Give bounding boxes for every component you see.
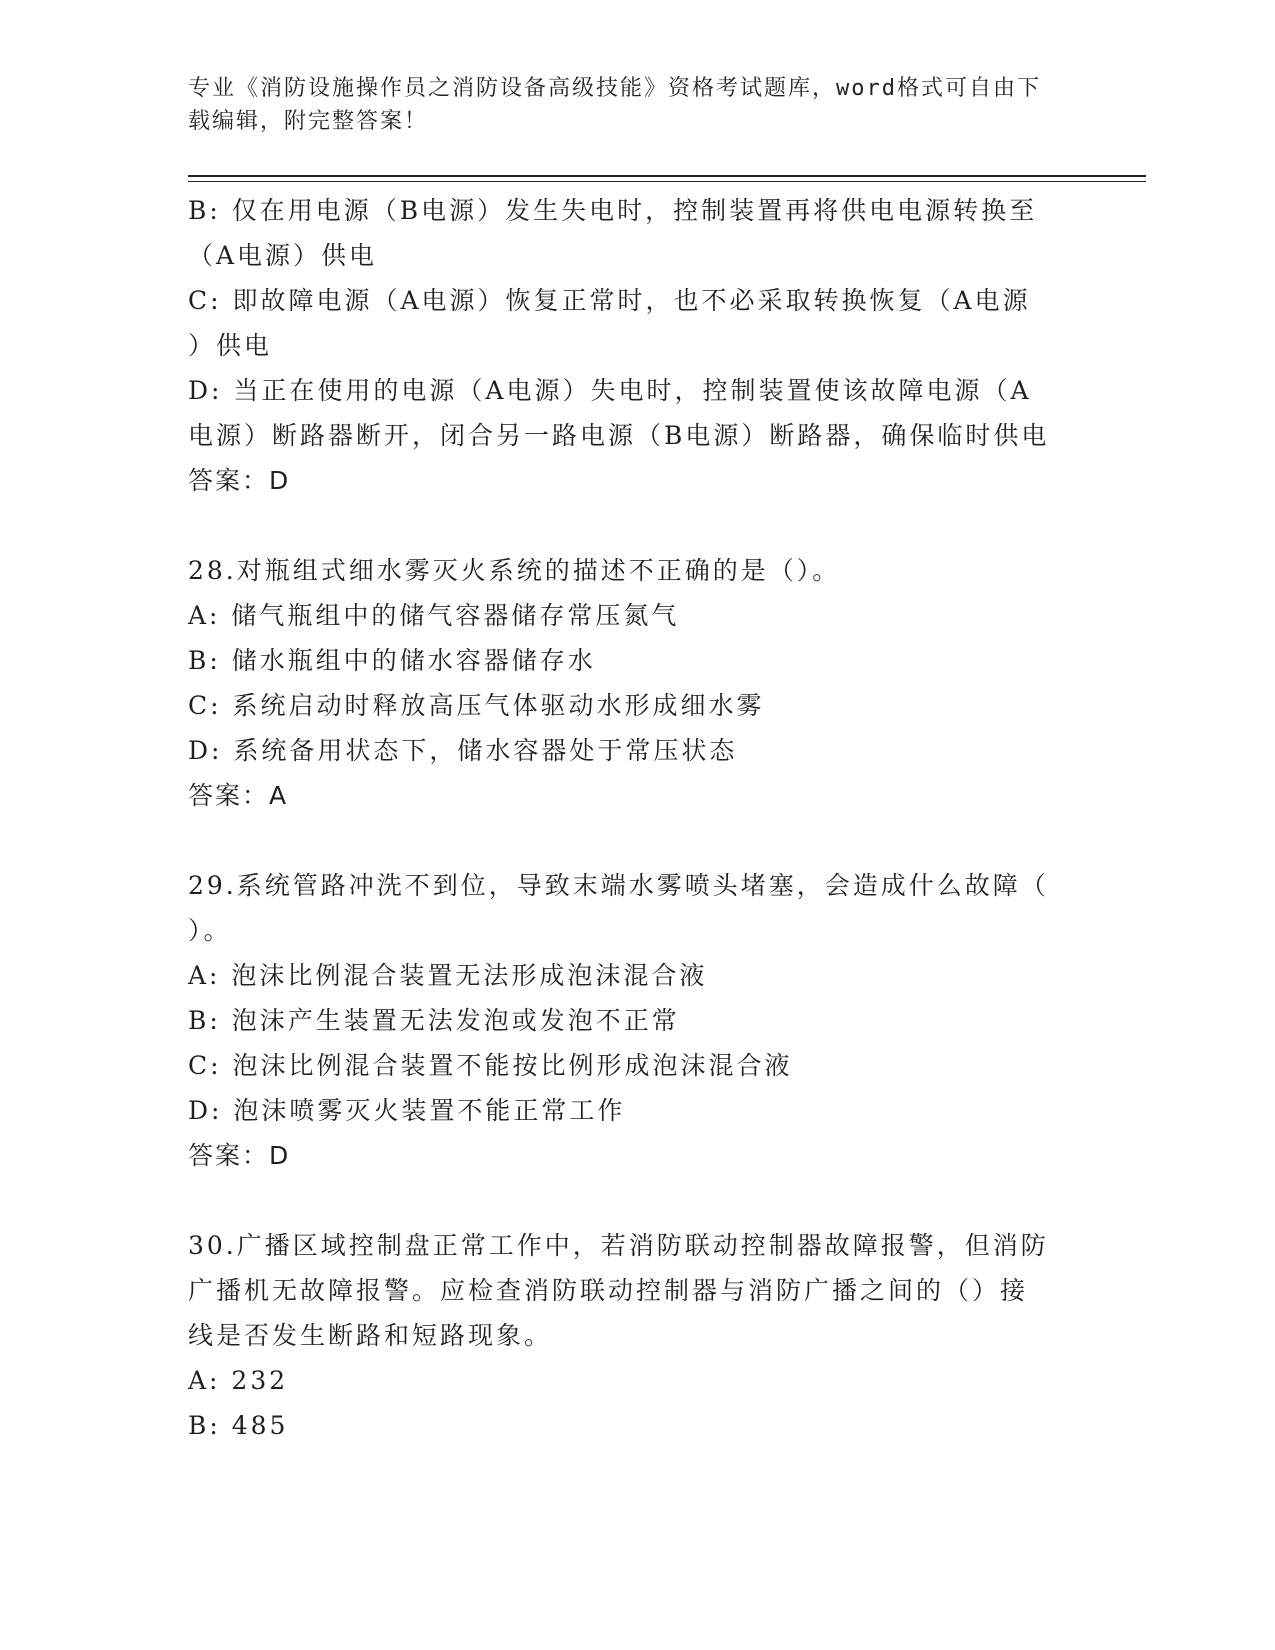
- question-stem-line-2: 广播机无故障报警。应检查消防联动控制器与消防广播之间的（）接: [188, 1276, 1029, 1305]
- option-d: D: 泡沫喷雾灭火装置不能正常工作: [188, 1096, 626, 1125]
- question-30: [188, 1223, 1088, 1448]
- question-stem-line-1: 30.广播区域控制盘正常工作中，若消防联动控制器故障报警，但消防: [188, 1231, 1049, 1260]
- page-header: [188, 72, 1068, 138]
- option-c-line-1: C: 即故障电源（A电源）恢复正常时，也不必采取转换恢复（A电源: [188, 286, 1031, 315]
- answer-label: 答案：A: [188, 781, 289, 810]
- option-c: C: 系统启动时释放高压气体驱动水形成细水雾: [188, 691, 765, 720]
- option-d-line-1: D: 当正在使用的电源（A电源）失电时，控制装置使该故障电源（A: [188, 376, 1032, 405]
- option-b: B: 储水瓶组中的储水容器储存水: [188, 646, 596, 675]
- option-d: D: 系统备用状态下，储水容器处于常压状态: [188, 736, 738, 765]
- option-a: A: 232: [188, 1366, 289, 1395]
- question-28: [188, 548, 1088, 818]
- question-stem-line-2: ）。: [188, 916, 232, 945]
- answer-label: 答案：D: [188, 1141, 291, 1170]
- spacer: [188, 1178, 1088, 1223]
- option-c-line-2: ）供电: [188, 331, 273, 360]
- spacer: [188, 818, 1088, 863]
- option-d-line-2: 电源）断路器断开，闭合另一路电源（B电源）断路器，确保临时供电: [188, 421, 1050, 450]
- header-divider-thick: [188, 175, 1146, 177]
- spacer: [188, 503, 1088, 548]
- option-a: A: 储气瓶组中的储气容器储存常压氮气: [188, 601, 680, 630]
- option-b-line-1: B: 仅在用电源（B电源）发生失电时，控制装置再将供电电源转换至: [188, 196, 1038, 225]
- option-b-line-2: （A电源）供电: [188, 241, 378, 270]
- header-divider-thin: [188, 181, 1146, 182]
- header-line-1: 专业《消防设施操作员之消防设备高级技能》资格考试题库，word格式可自由下: [188, 76, 1041, 101]
- question-content: [188, 188, 1088, 1448]
- option-b: B: 泡沫产生装置无法发泡或发泡不正常: [188, 1006, 680, 1035]
- option-c: C: 泡沫比例混合装置不能按比例形成泡沫混合液: [188, 1051, 793, 1080]
- header-line-2: 载编辑，附完整答案！: [188, 109, 429, 134]
- question-stem: 28.对瓶组式细水雾灭火系统的描述不正确的是（）。: [188, 556, 841, 585]
- question-stem-line-3: 线是否发生断路和短路现象。: [188, 1321, 553, 1350]
- answer-label: 答案：D: [188, 466, 291, 495]
- option-a: A: 泡沫比例混合装置无法形成泡沫混合液: [188, 961, 708, 990]
- question-29: [188, 863, 1088, 1178]
- option-b: B: 485: [188, 1411, 289, 1440]
- question-27-tail: [188, 188, 1088, 503]
- question-stem-line-1: 29.系统管路冲洗不到位，导致末端水雾喷头堵塞，会造成什么故障（: [188, 871, 1049, 900]
